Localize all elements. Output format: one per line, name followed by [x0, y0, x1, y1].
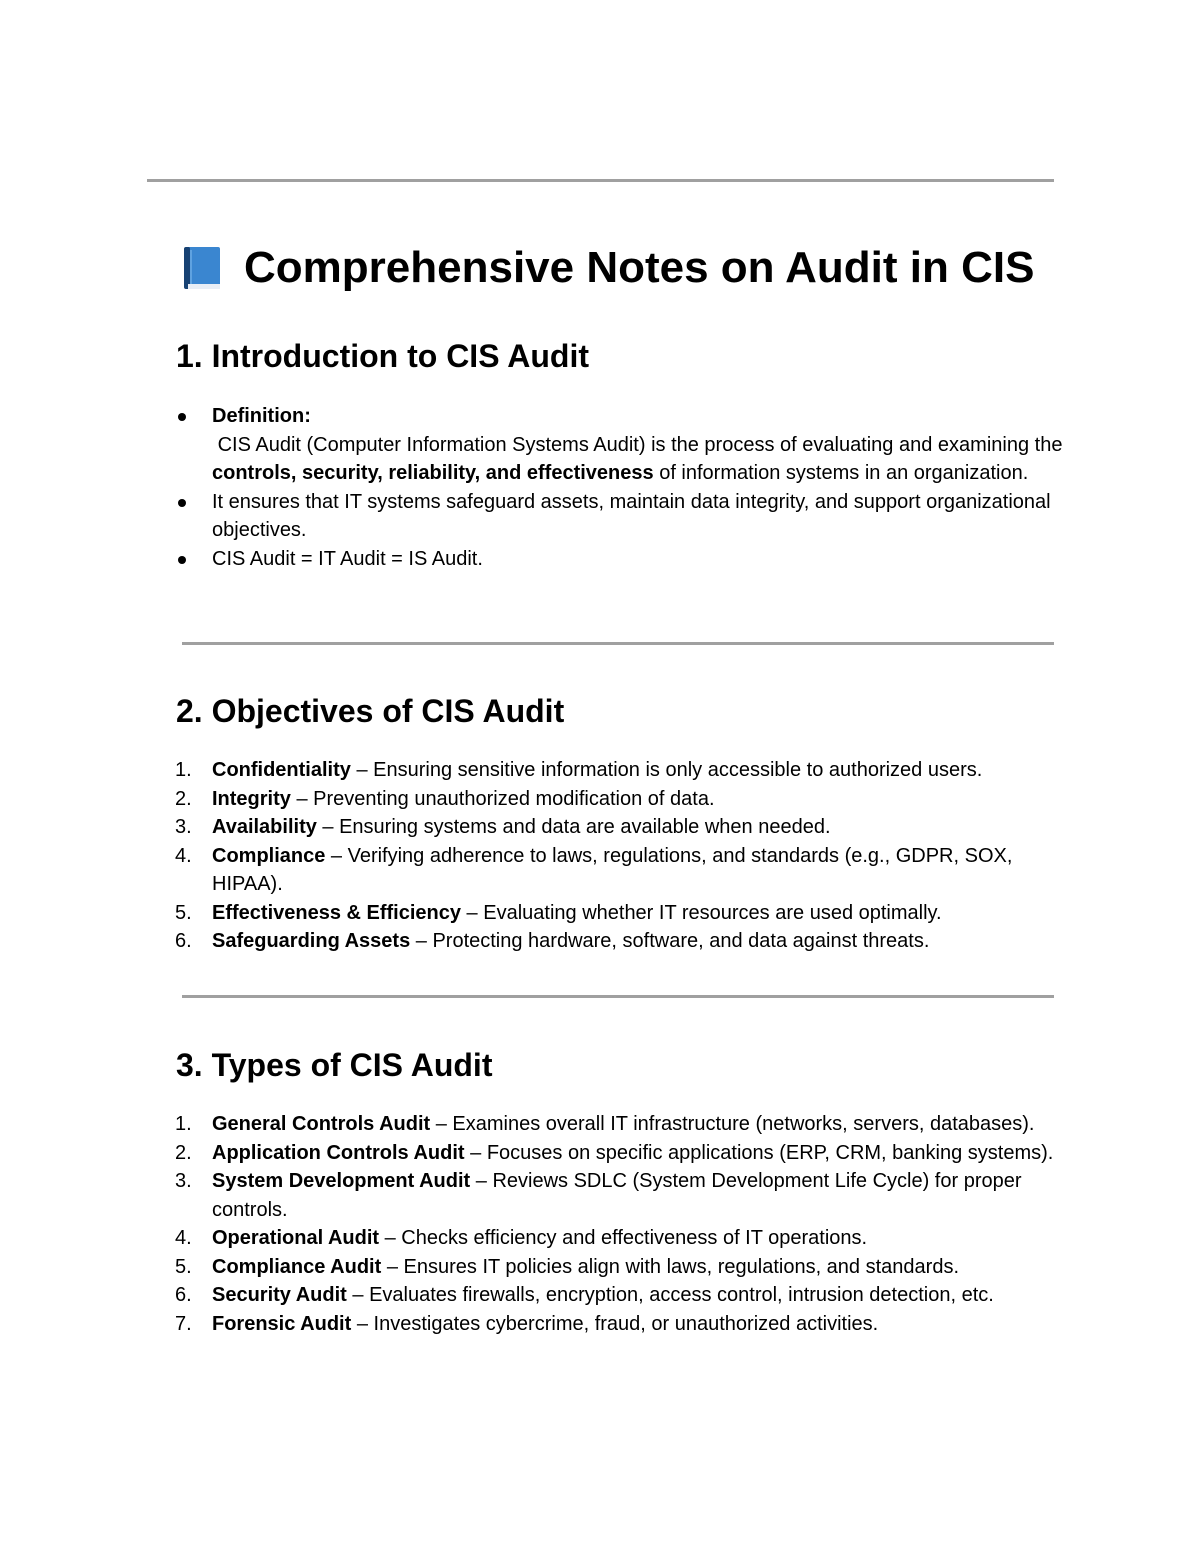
- list-number: 3.: [175, 816, 192, 838]
- list-item: [175, 1253, 1072, 1282]
- list-item: [175, 1110, 1072, 1139]
- list-item-desc: – Protecting hardware, software, and data against threats.: [410, 930, 930, 952]
- list-item-term: Safeguarding Assets: [212, 930, 411, 952]
- list-item-desc: – Examines overall IT infrastructure (networks, servers, databases).: [430, 1113, 1035, 1135]
- list-item-term: Availability: [212, 816, 317, 838]
- list-item: [175, 927, 1072, 956]
- horizontal-rule-divider: [182, 642, 1054, 645]
- list-item: [212, 402, 1072, 488]
- list-number: 6.: [175, 930, 192, 952]
- list-item-term: Effectiveness & Efficiency: [212, 901, 461, 924]
- list-item: [175, 899, 1072, 928]
- list-item: [175, 842, 1072, 899]
- page-title-text: Comprehensive Notes on Audit in CIS: [244, 243, 1035, 292]
- list-item-desc: – Evaluating whether IT resources are used optimally.: [461, 901, 942, 924]
- list-item-desc: – Verifying adherence to laws, regulations, and standards (e.g., GDPR, SOX, HIPAA).: [212, 844, 1013, 895]
- list-item: [175, 1224, 1072, 1253]
- page-title: [180, 238, 1034, 298]
- definition-text-bold: controls, security, reliability, and effectiveness: [212, 462, 654, 484]
- definition-text: [212, 434, 1068, 485]
- list-number: 6.: [175, 1284, 192, 1306]
- list-item: [175, 813, 1072, 842]
- section-heading-introduction: 1. Introduction to CIS Audit: [176, 338, 589, 374]
- horizontal-rule-top: [147, 179, 1054, 182]
- list-item-desc: – Reviews SDLC (System Development Life Cycle) for proper controls.: [212, 1170, 1022, 1221]
- list-item-desc: – Ensures IT policies align with laws, regulations, and standards.: [381, 1255, 959, 1278]
- list-item-desc: – Checks efficiency and effectiveness of IT operations.: [379, 1227, 868, 1249]
- definition-text-start: CIS Audit (Computer Information Systems Audit) is the process of evaluating and examining the: [212, 433, 1068, 456]
- list-item-text: CIS Audit = IT Audit = IS Audit.: [212, 547, 483, 570]
- list-number: 7.: [175, 1312, 192, 1335]
- list-item-desc: – Focuses on specific applications (ERP, CRM, banking systems).: [464, 1141, 1054, 1164]
- list-item-term: Operational Audit: [212, 1227, 380, 1249]
- bullet-icon: [178, 556, 186, 564]
- list-item-term: System Development Audit: [212, 1170, 471, 1192]
- definition-text-end: of information systems in an organization.: [653, 462, 1029, 484]
- list-item-term: Application Controls Audit: [212, 1141, 465, 1164]
- list-item-desc: – Investigates cybercrime, fraud, or unauthorized activities.: [351, 1312, 879, 1335]
- list-number: 4.: [175, 1227, 192, 1249]
- list-item-desc: – Ensuring systems and data are available when needed.: [316, 816, 831, 838]
- list-number: 3.: [175, 1170, 192, 1192]
- bullet-icon: [178, 499, 186, 507]
- definition-label: Definition:: [212, 405, 311, 427]
- blue-book-icon: [180, 244, 224, 292]
- list-item-term: Compliance: [212, 844, 326, 867]
- list-item-desc: – Evaluates firewalls, encryption, access control, intrusion detection, etc.: [346, 1284, 994, 1306]
- list-item-term: General Controls Audit: [212, 1113, 431, 1135]
- objectives-numbered-list: [175, 756, 1072, 956]
- list-item-term: Compliance Audit: [212, 1255, 382, 1278]
- list-item: [175, 756, 1072, 785]
- section-heading-objectives: 2. Objectives of CIS Audit: [176, 693, 565, 729]
- list-number: 2.: [175, 787, 192, 810]
- list-item-term: Integrity: [212, 787, 291, 810]
- list-item: [175, 1281, 1072, 1310]
- list-number: 4.: [175, 844, 192, 867]
- list-item: [212, 488, 1072, 545]
- list-item-term: Forensic Audit: [212, 1312, 352, 1335]
- list-item-term: Security Audit: [212, 1284, 347, 1306]
- types-numbered-list: [175, 1110, 1072, 1338]
- list-item-term: Confidentiality: [212, 759, 351, 781]
- section-heading-types: 3. Types of CIS Audit: [176, 1047, 493, 1083]
- list-item: [175, 785, 1072, 814]
- list-number: 5.: [175, 901, 192, 924]
- list-item-desc: – Preventing unauthorized modification of data.: [290, 787, 715, 810]
- list-number: 1.: [175, 759, 192, 781]
- list-item: [212, 545, 1072, 574]
- list-item: [175, 1139, 1072, 1168]
- list-number: 1.: [175, 1113, 192, 1135]
- introduction-bullet-list: [212, 402, 1072, 573]
- bullet-icon: [178, 413, 186, 421]
- list-item-desc: – Ensuring sensitive information is only accessible to authorized users.: [350, 759, 983, 781]
- list-item-text: It ensures that IT systems safeguard assets, maintain data integrity, and support organizational objectives.: [212, 490, 1051, 541]
- list-number: 2.: [175, 1141, 192, 1164]
- list-item: [175, 1167, 1072, 1224]
- list-item: [175, 1310, 1072, 1339]
- list-number: 5.: [175, 1255, 192, 1278]
- horizontal-rule-divider: [182, 995, 1054, 998]
